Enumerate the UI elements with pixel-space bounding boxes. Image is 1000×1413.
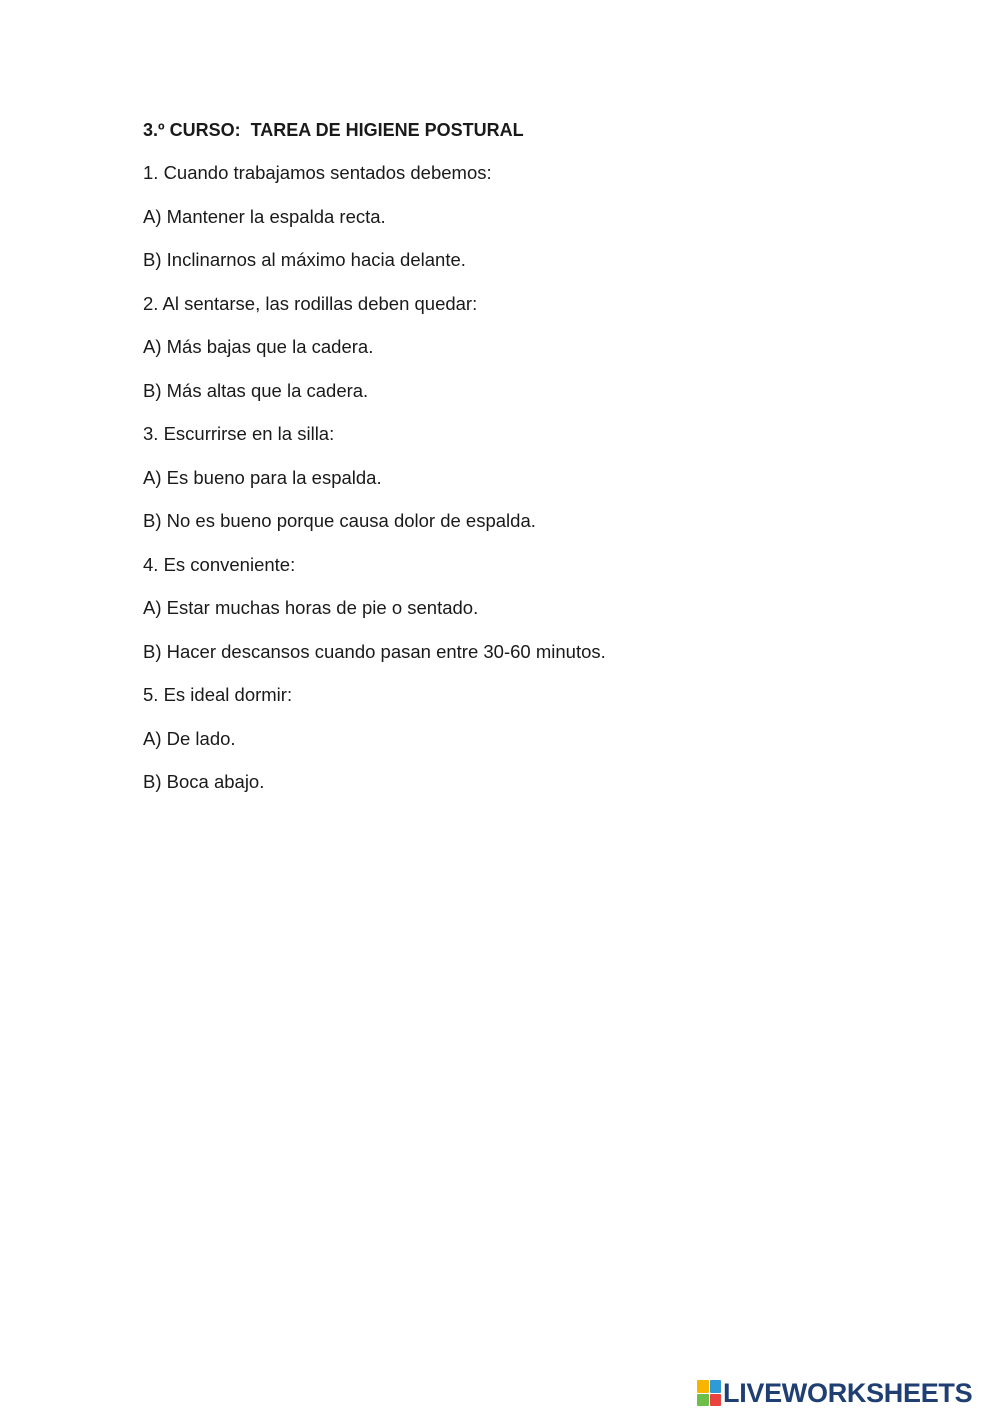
question-block-1 bbox=[143, 160, 903, 291]
question-3-option-b: B) No es bueno porque causa dolor de espalda. bbox=[143, 510, 536, 531]
question-block-5 bbox=[143, 682, 903, 813]
question-2: 2. Al sentarse, las rodillas deben quedar: bbox=[143, 292, 478, 314]
worksheet bbox=[143, 117, 903, 813]
question-3: 3. Escurrirse en la silla: bbox=[143, 423, 335, 444]
question-5-option-b: B) Boca abajo. bbox=[143, 771, 265, 792]
worksheet-title: 3.º CURSO: TAREA DE HIGIENE POSTURAL bbox=[143, 120, 524, 140]
logo-square-3 bbox=[697, 1394, 709, 1407]
logo-square-1 bbox=[697, 1380, 709, 1393]
question-2-option-a: A) Más bajas que la cadera. bbox=[143, 336, 374, 357]
question-block-2 bbox=[143, 291, 903, 422]
question-2-option-b: B) Más altas que la cadera. bbox=[143, 379, 369, 401]
logo-square-2 bbox=[710, 1380, 722, 1393]
question-block-4 bbox=[143, 552, 903, 683]
question-4-option-b: B) Hacer descansos cuando pasan entre 30-60 minutos. bbox=[143, 640, 606, 662]
question-1-option-a: A) Mantener la espalda recta. bbox=[143, 205, 386, 227]
brand-name: LIVEWORKSHEETS bbox=[723, 1377, 973, 1408]
liveworksheets-logo-icon bbox=[697, 1380, 721, 1406]
question-5-option-a: A) De lado. bbox=[143, 727, 236, 749]
question-1-option-b: B) Inclinarnos al máximo hacia delante. bbox=[143, 249, 466, 270]
question-4-option-a: A) Estar muchas horas de pie o sentado. bbox=[143, 597, 479, 618]
question-4: 4. Es conveniente: bbox=[143, 553, 296, 575]
question-block-3 bbox=[143, 421, 903, 552]
question-3-option-a: A) Es bueno para la espalda. bbox=[143, 466, 382, 488]
liveworksheets-brand bbox=[697, 1378, 972, 1408]
logo-square-4 bbox=[710, 1394, 722, 1407]
question-5: 5. Es ideal dormir: bbox=[143, 684, 293, 705]
question-1: 1. Cuando trabajamos sentados debemos: bbox=[143, 162, 492, 183]
